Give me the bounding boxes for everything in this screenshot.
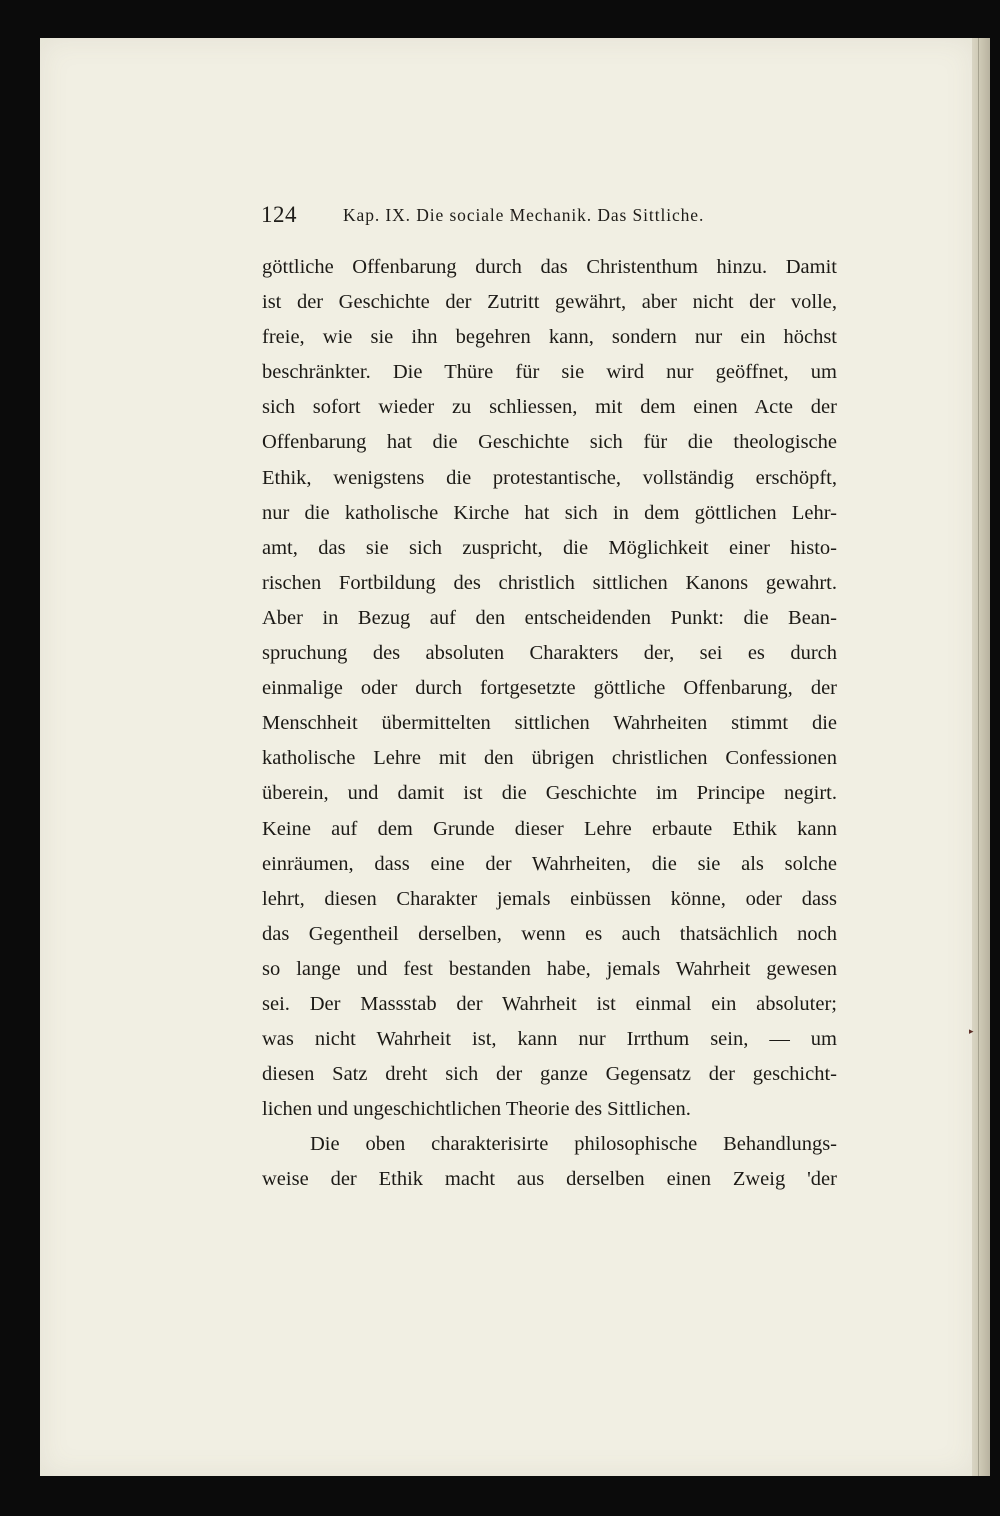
page-edge [972,38,990,1476]
text-line: das Gegentheil derselben, wenn es auch thatsächlich noch [262,922,837,945]
text-line: göttliche Offenbarung durch das Christenthum hinzu. Damit [262,256,837,278]
text-line: spruchung des absoluten Charakters der, sei es durch [262,642,837,665]
text-line: lehrt, diesen Charakter jemals einbüssen könne, oder dass [262,887,837,910]
text-line: katholische Lehre mit den übrigen christlichen Confessionen [262,747,837,770]
text-line: Aber in Bezug auf den entscheidenden Punkt: die Bean- [262,606,837,629]
text-line: Offenbarung hat die Geschichte sich für die theologische [262,431,837,454]
text-line: weise der Ethik macht aus derselben einen Zweig 'der [262,1168,837,1191]
text-line: Menschheit übermittelten sittlichen Wahrheiten stimmt die [262,712,837,735]
text-line: Ethik, wenigstens die protestantische, vollständig erschöpft, [262,466,837,489]
text-line: beschränkter. Die Thüre für sie wird nur geöffnet, um [262,361,837,384]
text-line: so lange und fest bestanden habe, jemals Wahrheit gewesen [262,957,837,980]
text-line: überein, und damit ist die Geschichte im Principe negirt. [262,782,837,805]
text-line: Keine auf dem Grunde dieser Lehre erbaute Ethik kann [262,817,837,840]
page-header [261,200,839,234]
running-head: Kap. IX. Die sociale Mechanik. Das Sittliche. [343,205,705,225]
paragraph [262,250,837,1127]
text-line: einmalige oder durch fortgesetzte göttliche Offenbarung, der [262,677,837,700]
text-line: einräumen, dass eine der Wahrheiten, die sie als solche [262,852,837,875]
text-line: diesen Satz dreht sich der ganze Gegensatz der geschicht- [262,1063,837,1086]
text-line: lichen und ungeschichtlichen Theorie des Sittlichen. [262,1098,691,1121]
text-line: freie, wie sie ihn begehren kann, sondern nur ein höchst [262,326,837,349]
text-line: ist der Geschichte der Zutritt gewährt, aber nicht der volle, [262,291,837,314]
paragraph [262,1127,837,1197]
text-line: rischen Fortbildung des christlich sittlichen Kanons gewahrt. [262,571,837,594]
text-line: nur die katholische Kirche hat sich in dem göttlichen Lehr- [262,501,837,524]
text-line: was nicht Wahrheit ist, kann nur Irrthum sein, — um [262,1028,837,1051]
text-line: amt, das sie sich zuspricht, die Möglichkeit einer histo- [262,536,837,559]
body-text [262,250,837,1198]
text-line: sich sofort wieder zu schliessen, mit dem einen Acte der [262,396,837,419]
page-marker-icon: ▸ [969,1027,974,1037]
page-number: 124 [261,202,297,227]
text-line: sei. Der Massstab der Wahrheit ist einmal ein absoluter; [262,992,837,1015]
text-line: Die oben charakterisirte philosophische Behandlungs- [310,1133,837,1156]
